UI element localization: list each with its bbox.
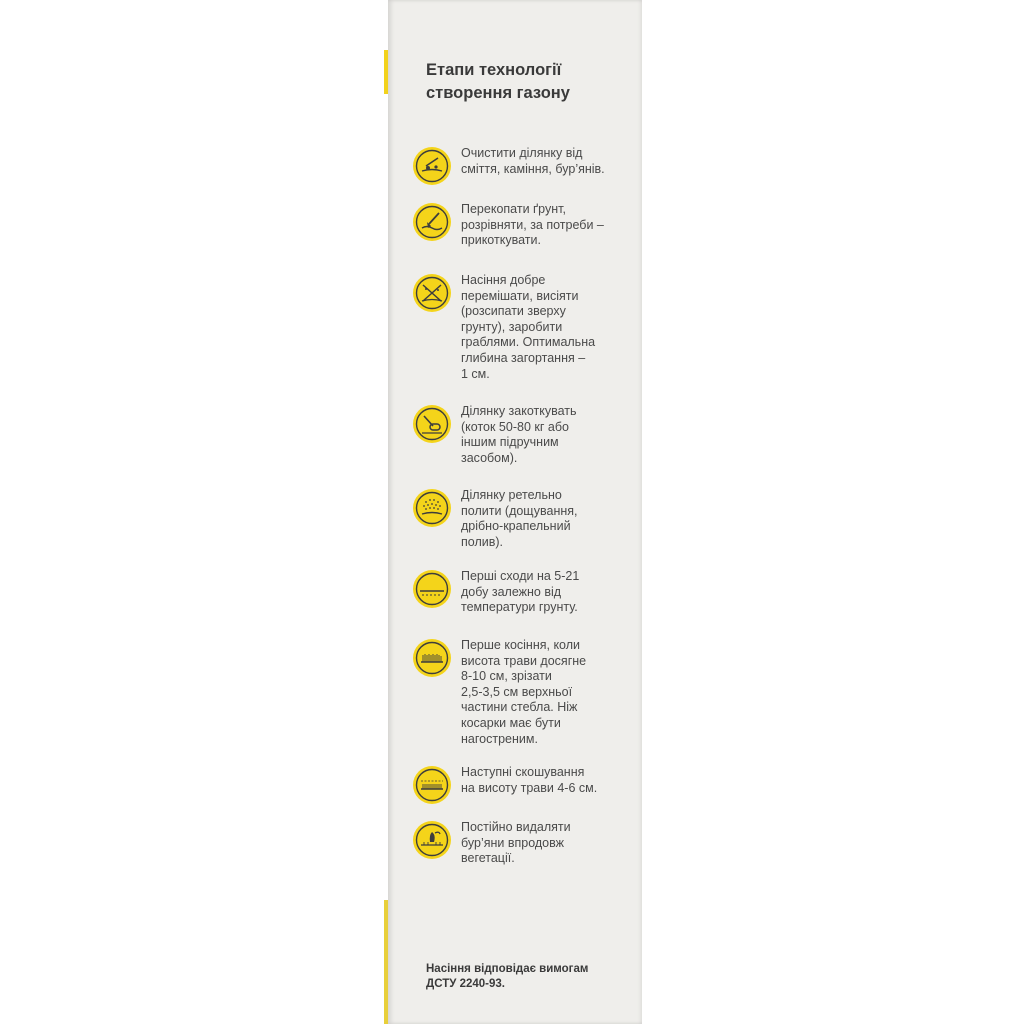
sprouts-icon [412,569,452,609]
step-text: Перше косіння, коли висота трави досягне 8-10 см, зрізати 2,5-3,5 см верхньої частини стебла. Ніж косарки має бути нагостреним. [461,638,587,746]
dig-soil-icon [412,202,452,242]
roller-icon [412,404,452,444]
step-text: Перекопати ґрунт, розрівняти, за потреби – прикоткувати. [461,202,604,248]
sow-seeds-icon [412,273,452,313]
step-text: Насіння добре перемішати, висіяти (розсипати зверху грунту), заробити граблями. Оптимальна глибина загортання – 1 см. [461,273,596,381]
clear-debris-icon [412,146,452,186]
step-text: Очистити ділянку від сміття, каміння, бур’янів. [461,146,605,176]
step-text: Ділянку ретельно полити (дощування, дрібно-крапельний полив). [461,488,578,549]
first-mowing-icon [412,638,452,678]
standard-note: Насіння відповідає вимогам ДСТУ 2240-93. [426,963,589,990]
next-mowing-icon [412,765,452,805]
step-text: Ділянку закоткувать (коток 50-80 кг або іншим підручним засобом). [461,404,577,465]
step-text: Постійно видаляти бур’яни впродовж вегетації. [461,820,571,866]
weeding-icon [412,820,452,860]
watering-icon [412,488,452,528]
page-title: Етапи технології створення газону [426,61,570,102]
step-text: Перші сходи на 5-21 добу залежно від температури грунту. [461,569,580,615]
step-text: Наступні скошування на висоту трави 4-6 см. [461,765,598,795]
